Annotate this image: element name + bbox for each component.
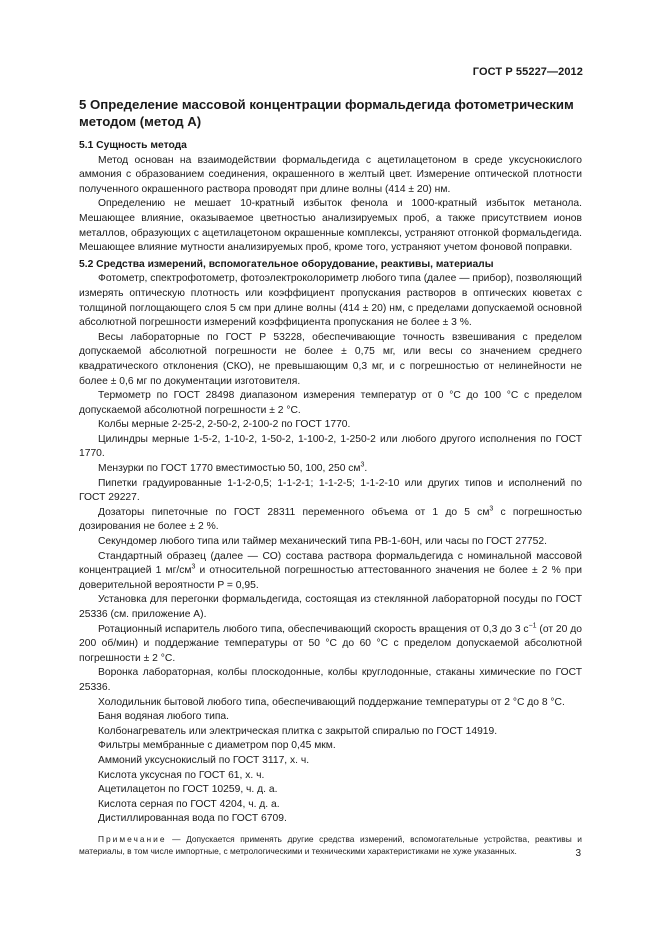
standard-code-header: ГОСТ Р 55227—2012	[472, 66, 583, 78]
paragraph: Определению не мешает 10-кратный избыток фенола и 1000-кратный избыток метанола. Мешающее влияние, оказываемое цветностью анализируемых проб, а также присутствием ионов металлов, образующих с ацетилацетоном окрашенные комплексы, устраняют отгонкой формальдегида. Мешающее влияние мутности анализируемых проб, кроме того, устраняют учетом фоновой поправки.	[79, 198, 582, 254]
section-title: 5 Определение массовой концентрации формальдегида фотометрическим методом (метод А)	[79, 97, 574, 129]
paragraph: Фильтры мембранные с диаметром пор 0,45 мкм.	[98, 740, 336, 752]
paragraph: Мензурки по ГОСТ 1770 вместимостью 50, 100, 250 $см^3$.	[98, 461, 368, 475]
subsection-title-5-1: 5.1 Сущность метода	[79, 140, 187, 151]
page-content	[79, 97, 582, 857]
paragraph: Баня водяная любого типа.	[98, 711, 229, 723]
paragraph: Кислота уксусная по ГОСТ 61, х. ч.	[98, 769, 265, 781]
paragraph: Цилиндры мерные 1-5-2, 1-10-2, 1-50-2, 1-100-2, 1-250-2 или любого другого исполнения по ГОСТ 1770.	[79, 433, 582, 460]
paragraph: Весы лабораторные по ГОСТ Р 53228, обеспечивающие точность взвешивания с пределом допускаемой абсолютной погрешности не более ± 0,75 мг, или весы со значением среднего квадратического отклонения (СКО), не превышающим 0,3 мг, и с погрешностью от нелинейности не более ± 0,6 мг по документации изготовителя.	[79, 331, 582, 387]
paragraph: Дистиллированная вода по ГОСТ 6709.	[98, 813, 287, 825]
paragraph: Колбонагреватель или электрическая плитка с закрытой спиралью по ГОСТ 14919.	[98, 725, 498, 737]
subsection-title-5-2: 5.2 Средства измерений, вспомогательное оборудование, реактивы, материалы	[79, 258, 494, 270]
note-label: Примечание	[98, 833, 167, 844]
paragraph: Установка для перегонки формальдегида, состоящая из стеклянной лабораторной посуды по ГОСТ 25336 (см. приложение А).	[79, 594, 582, 620]
paragraph: Кислота серная по ГОСТ 4204, ч. д. а.	[98, 798, 280, 810]
paragraph: Стандартный образец (далее — СО) состава раствора формальдегида с номинальной массовой концентрацией 1 $мг/см^3$ и относительной погрешностью аттестованного значения не более ± 2 % при доверительной вероятности P = 0,95.	[79, 550, 582, 591]
paragraph: Аммоний уксуснокислый по ГОСТ 3117, х. ч.	[98, 754, 310, 766]
note	[79, 833, 582, 857]
paragraph: Холодильник бытовой любого типа, обеспечивающий поддержание температуры от 2 °С до 8 °С.	[98, 696, 565, 708]
paragraph: Дозаторы пипеточные по ГОСТ 28311 переменного объема от 1 до 5 $см^3$ с погрешностью дозирования не более ± 2 %.	[79, 505, 582, 533]
page-number: 3	[575, 848, 581, 859]
paragraph: Метод основан на взаимодействии формальдегида с ацетилацетоном в среде уксуснокислого аммония с образованием соединения, окрашенного в желтый цвет. Измерение оптической плотности полученного окрашенного раствора проводят при длине волны (414 ± 20) нм.	[79, 154, 582, 195]
paragraph: Ацетилацетон по ГОСТ 10259, ч. д. а.	[98, 784, 278, 796]
paragraph: Термометр по ГОСТ 28498 диапазоном измерения температур от 0 °С до 100 °С с пределом допускаемой абсолютной погрешности ± 2 °С.	[79, 390, 582, 416]
paragraph: Воронка лабораторная, колбы плоскодонные, колбы круглодонные, стаканы химические по ГОСТ 25336.	[79, 667, 582, 693]
paragraph: Ротационный испаритель любого типа, обеспечивающий скорость вращения от 0,3 до 3 $с^{-1}$ (от 20 до 200 об/мин) и поддержание температуры от 50 °С до 60 °С с пределом допускаемой абсолютной погрешности ± 2 °С.	[79, 622, 582, 664]
paragraph: Секундомер любого типа или таймер механический типа РВ-1-60Н, или часы по ГОСТ 27752.	[98, 536, 547, 548]
note-text: — Допускается применять другие средства измерений, вспомогательные устройства, реактивы и материалы, в том числе импортные, с метрологическими и техническими характеристиками не хуже указанных.	[79, 833, 582, 857]
paragraph: Пипетки градуированные 1-1-2-0,5; 1-1-2-1; 1-1-2-5; 1-1-2-10 или других типов и исполнений по ГОСТ 29227.	[79, 477, 582, 504]
paragraph: Колбы мерные 2-25-2, 2-50-2, 2-100-2 по ГОСТ 1770.	[98, 419, 351, 431]
paragraph: Фотометр, спектрофотометр, фотоэлектроколориметр любого типа (далее — прибор), позволяющий измерять оптическую плотность или коэффициент пропускания растворов в оптических кюветах с толщиной поглощающего слоя 5 см при длине волны (414 ± 20) нм, с пределами допускаемой основной абсолютной погрешности измерений коэффициента пропускания не более ± 3 %.	[79, 273, 582, 329]
